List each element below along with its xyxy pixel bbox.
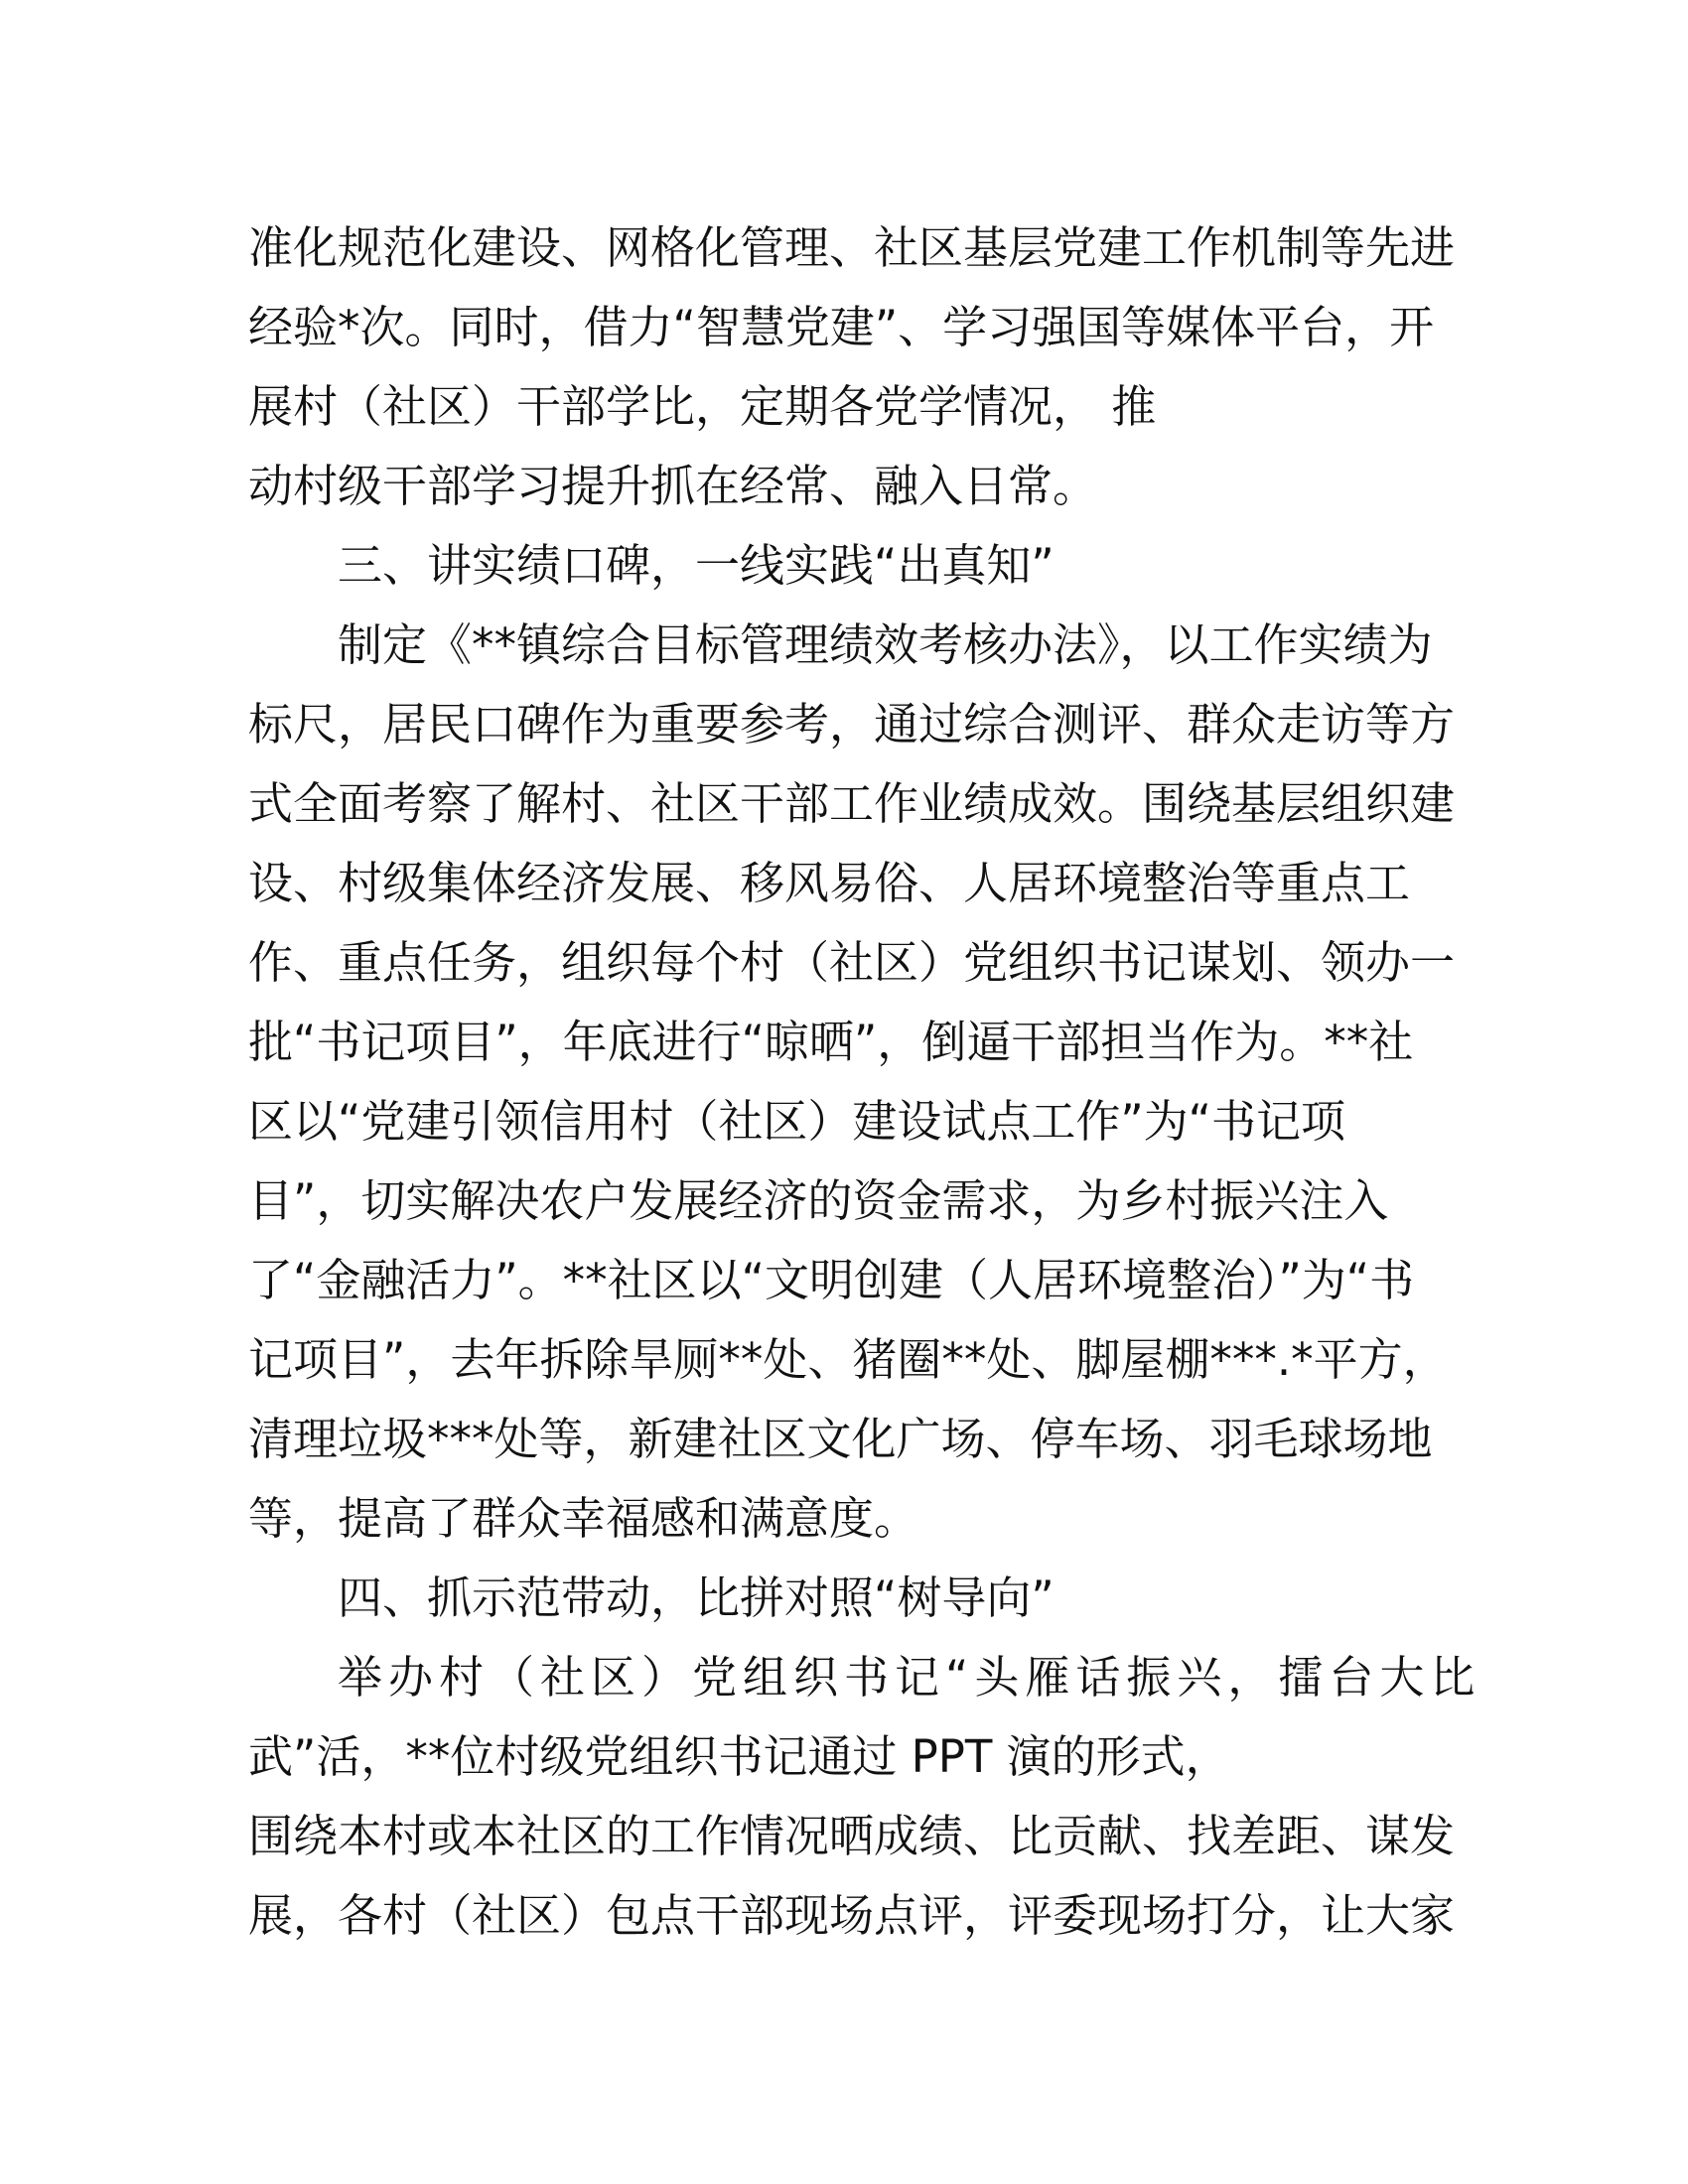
document-body — [248, 208, 1481, 1956]
text-line: 清理垃圾***处等，新建社区文化广场、停车场、羽毛球场地 — [248, 1413, 1433, 1465]
paragraph-section-4 — [248, 1638, 1481, 1956]
text-line: 标尺，居民口碑作为重要参考，通过综合测评、群众走访等方 — [248, 698, 1456, 751]
section-heading-4: 四、抓示范带动，比拼对照“树导向” — [338, 1571, 1055, 1624]
text-line: 了“金融活力”。**社区以“文明创建（人居环境整治）”为“书 — [248, 1254, 1415, 1306]
section-heading-3: 三、讲实绩口碑，一线实践“出真知” — [338, 539, 1055, 592]
text-line: 围绕本村或本社区的工作情况晒成绩、比贡献、找差距、谋发 — [248, 1810, 1456, 1862]
paragraph-continuation — [248, 208, 1456, 526]
text-line: 展，各村（社区）包点干部现场点评，评委现场打分，让大家 — [248, 1889, 1456, 1942]
paragraph-section-3 — [248, 606, 1456, 1559]
text-line: 目”，切实解决农户发展经济的资金需求，为乡村振兴注入 — [248, 1174, 1389, 1227]
text-line: 记项目”，去年拆除旱厕**处、猪圈**处、脚屋棚***.*平方， — [248, 1333, 1448, 1386]
text-line: 准化规范化建设、网格化管理、社区基层党建工作机制等先进 — [248, 221, 1456, 274]
text-line: 式全面考察了解村、社区干部工作业绩成效。围绕基层组织建 — [248, 777, 1456, 830]
text-line: 等，提高了群众幸福感和满意度。 — [248, 1492, 919, 1545]
text-line: 制定《**镇综合目标管理绩效考核办法》，以工作实绩为 — [338, 618, 1433, 671]
text-line: 经验*次。同时，借力“智慧党建”、学习强国等媒体平台，开 — [248, 301, 1435, 353]
text-line: 区以“党建引领信用村（社区）建设试点工作”为“书记项 — [248, 1095, 1345, 1148]
text-line: 武”活，**位村级党组织书记通过 PPT 演的形式， — [248, 1730, 1230, 1783]
text-line: 作、重点任务，组织每个村（社区）党组织书记谋划、领办一 — [248, 936, 1456, 989]
text-line: 设、村级集体经济发展、移风易俗、人居环境整治等重点工 — [248, 857, 1411, 909]
text-line: 批“书记项目”，年底进行“晾晒”，倒逼干部担当作为。**社 — [248, 1016, 1414, 1068]
text-line: 动村级干部学习提升抓在经常、融入日常。 — [248, 460, 1098, 512]
text-line: 举办村（社区）党组织书记“头雁话振兴，擂台大比 — [338, 1651, 1481, 1704]
text-line: 展村（社区）干部学比，定期各党学情况， 推 — [248, 380, 1157, 433]
